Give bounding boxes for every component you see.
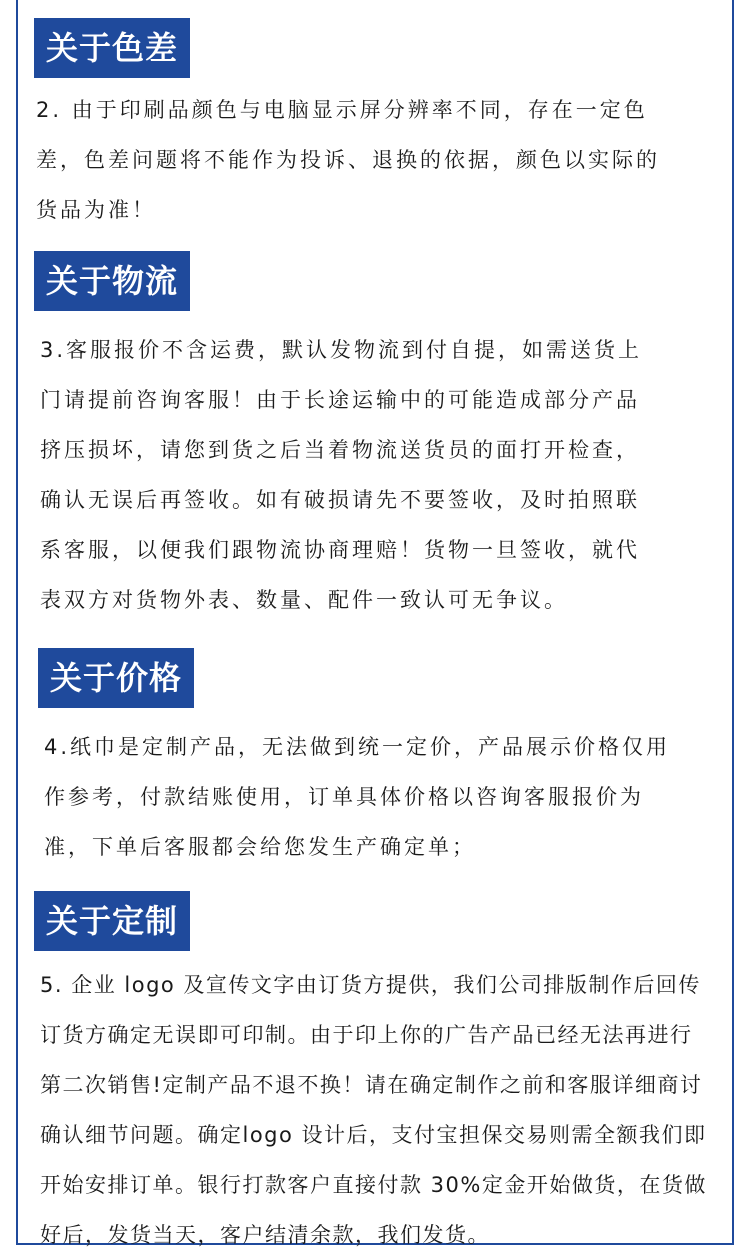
text-line: 准，下单后客服都会给您发生产确定单； <box>44 835 476 859</box>
frame-left-border <box>16 0 18 1245</box>
text-line: 货品为准！ <box>36 198 156 222</box>
text-line: 系客服，以便我们跟物流协商理赔！货物一旦签收，就代 <box>40 538 640 562</box>
text-line: 差，色差问题将不能作为投诉、退换的依据，颜色以实际的 <box>36 148 660 172</box>
text-line: 确认无误后再签收。如有破损请先不要签收，及时拍照联 <box>40 488 640 512</box>
text-line: 作参考，付款结账使用，订单具体价格以咨询客服报价为 <box>44 785 644 809</box>
text-line: 表双方对货物外表、数量、配件一致认可无争议。 <box>40 588 568 612</box>
text-line: 门请提前咨询客服！由于长途运输中的可能造成部分产品 <box>40 388 640 412</box>
text-line: 挤压损坏，请您到货之后当着物流送货员的面打开检查， <box>40 438 640 462</box>
text-line: 好后，发货当天，客户结清余款，我们发货。 <box>40 1223 490 1247</box>
section-heading-logistics: 关于物流 <box>34 251 190 311</box>
frame-right-border <box>732 0 734 1245</box>
text-line: 4.纸巾是定制产品，无法做到统一定价，产品展示价格仅用 <box>44 735 671 759</box>
text-line: 5. 企业 logo 及宣传文字由订货方提供，我们公司排版制作后回传 <box>40 973 701 997</box>
text-line: 订货方确定无误即可印制。由于印上你的广告产品已经无法再进行 <box>40 1023 693 1047</box>
section-heading-customization: 关于定制 <box>34 891 190 951</box>
section-text-color-difference <box>36 85 660 235</box>
section-heading-price: 关于价格 <box>38 648 194 708</box>
text-line: 3.客服报价不含运费，默认发物流到付自提，如需送货上 <box>40 338 643 362</box>
section-text-logistics <box>40 325 642 625</box>
text-line: 确认细节问题。确定logo 设计后，支付宝担保交易则需全额我们即 <box>40 1123 707 1147</box>
section-text-price <box>44 722 670 872</box>
text-line: 第二次销售!定制产品不退不换！请在确定制作之前和客服详细商讨 <box>40 1073 703 1097</box>
text-line: 开始安排订单。银行打款客户直接付款 30%定金开始做货，在货做 <box>40 1173 707 1197</box>
section-text-customization <box>40 960 707 1260</box>
section-heading-color-difference: 关于色差 <box>34 18 190 78</box>
text-line: 2. 由于印刷品颜色与电脑显示屏分辨率不同，存在一定色 <box>36 98 648 122</box>
